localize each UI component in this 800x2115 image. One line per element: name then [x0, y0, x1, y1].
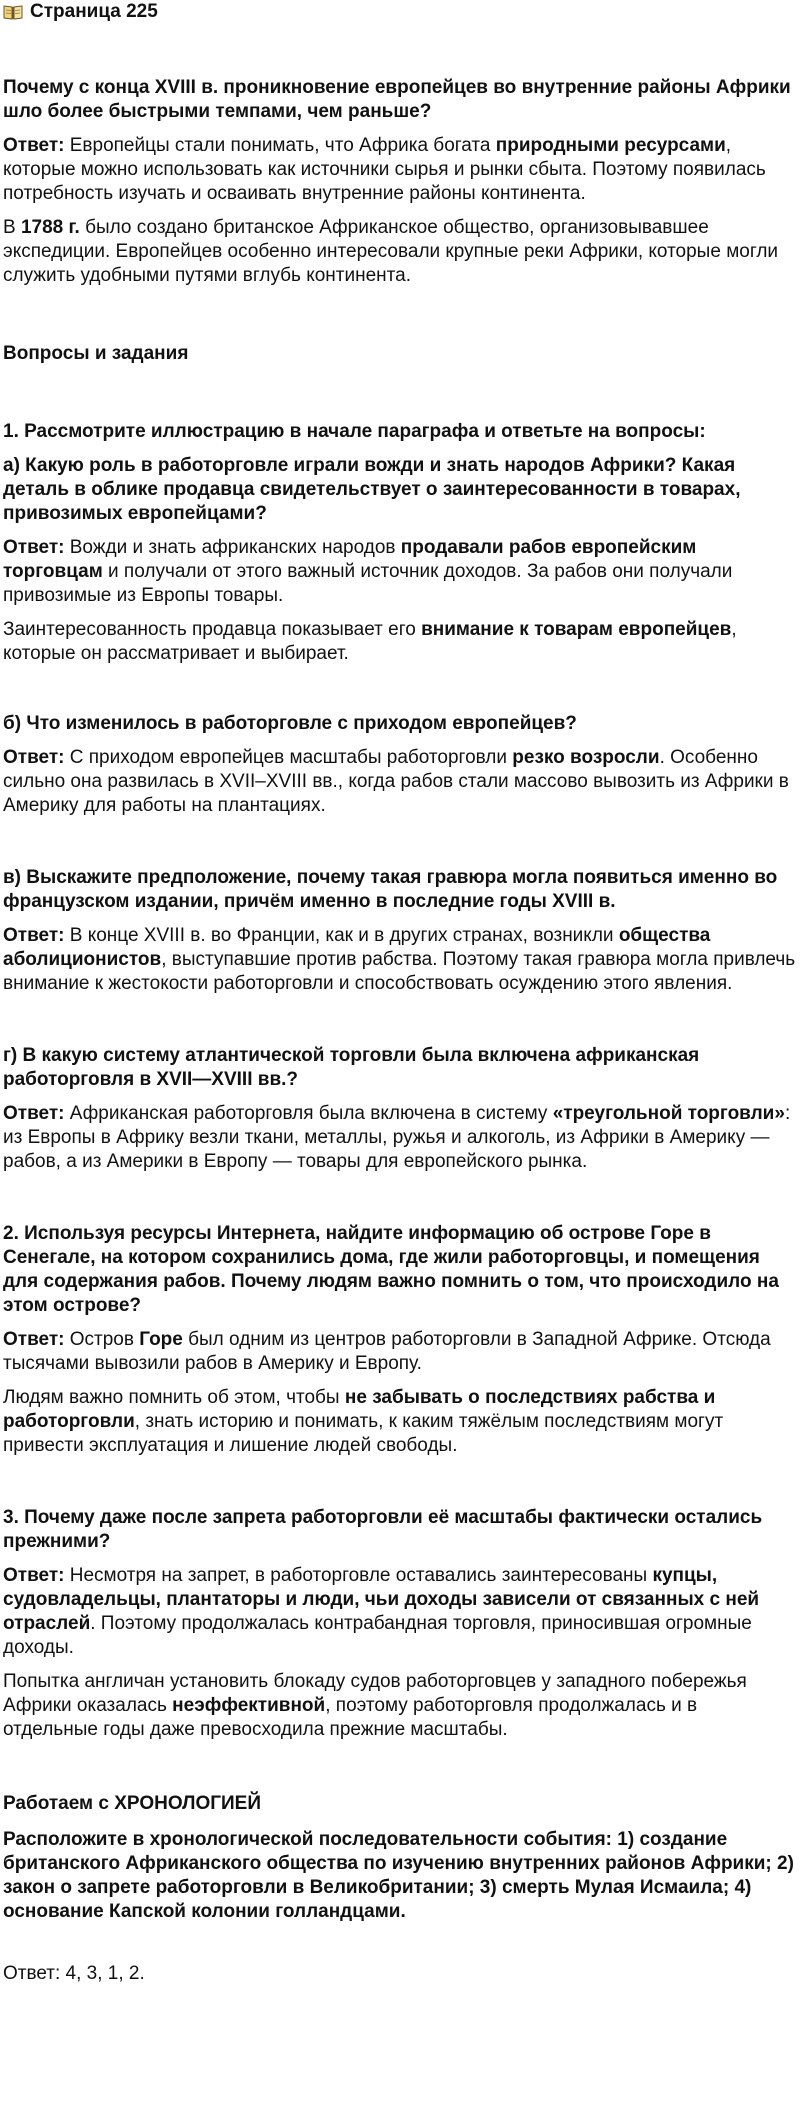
- open-book-icon: [3, 4, 23, 20]
- answer-label: Ответ:: [3, 135, 65, 156]
- answer-label: Ответ:: [3, 747, 65, 768]
- answer-text: В конце XVIII в. во Франции, как и в других странах, возникли: [64, 925, 619, 946]
- question-1c: в) Выскажите предположение, почему такая гравюра могла появиться именно во французском издании, причём именно в последние годы XVIII в.: [3, 867, 778, 912]
- answer-text: , поэтому работорговля продолжалась и в отдельные годы даже превосходила прежние масштабы.: [3, 1695, 698, 1740]
- answer-text: , которые можно использовать как источники сырья и рынки сбыта. Поэтому появилась потребность изучать и осваивать внутренние районы континента.: [3, 135, 766, 204]
- question-1-title: 1. Рассмотрите иллюстрацию в начале параграфа и ответьте на вопросы:: [3, 421, 706, 442]
- answer-highlight: внимание к товарам европейцев: [421, 619, 732, 640]
- answer-text: Остров: [64, 1329, 140, 1350]
- answer-highlight: «треугольной торговли»: [552, 1103, 785, 1124]
- answer-2-paragraph-2: [3, 1386, 796, 1458]
- answer-text: Людям важно помнить об этом, чтобы: [3, 1387, 345, 1408]
- answer-text: , знать историю и понимать, к каким тяжёлым последствиям могут привести эксплуатация и лишение людей свободы.: [3, 1411, 724, 1456]
- answer-1a-paragraph-2: [3, 618, 796, 666]
- question-1a: а) Какую роль в работорговле играли вожди и знать народов Африки? Какая деталь в облике продавца свидетельствует о заинтересованности в товарах, привозимых европейцами?: [3, 455, 741, 524]
- question-1d: г) В какую систему атлантической торговли была включена африканская работорговля в XVII—XVIII вв.?: [3, 1045, 700, 1090]
- answer-label: Ответ:: [3, 1329, 65, 1350]
- answer-highlight: продавали рабов европейским торговцам: [3, 537, 697, 582]
- answer-highlight: резко возросли: [512, 747, 660, 768]
- answer-highlight: неэффективной: [172, 1695, 326, 1716]
- question-2: 2. Используя ресурсы Интернета, найдите информацию об острове Горе в Сенегале, на котором сохранились дома, где жили работорговцы, и помещения для содержания рабов. Почему людям важно помнить о том, что происходило на этом острове?: [3, 1223, 779, 1316]
- answer-label: Ответ:: [3, 1565, 65, 1586]
- answer-text: С приходом европейцев масштабы работорговли: [64, 747, 513, 768]
- intro-question: Почему с конца XVIII в. проникновение европейцев во внутренние районы Африки шло более быстрыми темпами, чем раньше?: [3, 77, 791, 122]
- question-3: 3. Почему даже после запрета работорговли её масштабы фактически остались прежними?: [3, 1507, 763, 1552]
- answer-text: В: [3, 217, 21, 238]
- answer-3: [3, 1564, 796, 1660]
- answer-label: Ответ:: [3, 1103, 65, 1124]
- answer-text: Вожди и знать африканских народов: [64, 537, 401, 558]
- answer-text: Несмотря на запрет, в работорговле оставались заинтересованы: [64, 1565, 653, 1586]
- page-title: Страница 225: [30, 1, 158, 22]
- answer-highlight: общества аболиционистов: [3, 925, 711, 970]
- chronology-task: Расположите в хронологической последовательности события: 1) создание британского Африканского общества по изучению внутренних районов Африки; 2) закон о запрете работорговли в Великобритании; 3) смерть Мулая Исмаила; 4) основание Капской колонии голландцами.: [3, 1829, 794, 1922]
- answer-1a: [3, 536, 796, 608]
- answer-1c: [3, 924, 796, 996]
- answer-highlight: купцы, судовладельцы, плантаторы и люди, чьи доходы зависели от связанных с ней отраслей: [3, 1565, 760, 1634]
- answer-text: Попытка англичан установить блокаду судов работорговцев у западного побережья Африки оказалась: [3, 1671, 747, 1716]
- answer-highlight: природными ресурсами: [495, 135, 726, 156]
- answer-text: . Поэтому продолжалась контрабандная торговля, приносившая огромные доходы.: [3, 1613, 752, 1658]
- answer-text: и получали от этого важный источник доходов. За рабов они получали привозимые из Европы товары.: [3, 561, 733, 606]
- answer-text: , которые он рассматривает и выбирает.: [3, 619, 737, 664]
- section-title: Вопросы и задания: [3, 343, 189, 364]
- answer-highlight: Горе: [139, 1329, 183, 1350]
- answer-text: был одним из центров работорговли в Западной Африке. Отсюда тысячами вывозили рабов в Америку и Европу.: [3, 1329, 771, 1374]
- answer-text: . Особенно сильно она развилась в XVII–XVIII вв., когда рабов стали массово вывозить из Африки в Америку для работы на плантациях.: [3, 747, 789, 816]
- question-1b: б) Что изменилось в работорговле с приходом европейцев?: [3, 713, 577, 734]
- answer-highlight: 1788 г.: [20, 217, 80, 238]
- answer-text: Европейцы стали понимать, что Африка богата: [64, 135, 496, 156]
- chronology-answer: Ответ: 4, 3, 1, 2.: [3, 1963, 145, 1984]
- answer-text: : из Европы в Африку везли ткани, металлы, ружья и алкоголь, из Африки в Америку — рабов, а из Америки в Европу — товары для европейского рынка.: [3, 1103, 791, 1172]
- answer-1b: [3, 746, 796, 818]
- answer-text: Заинтересованность продавца показывает его: [3, 619, 422, 640]
- answer-2: [3, 1328, 796, 1376]
- intro-answer-paragraph-2: [3, 216, 796, 288]
- answer-text: Африканская работорговля была включена в систему: [64, 1103, 553, 1124]
- answer-label: Ответ:: [3, 537, 65, 558]
- page-header: [3, 0, 796, 24]
- intro-answer: [3, 134, 796, 206]
- chronology-title: Работаем с ХРОНОЛОГИЕЙ: [3, 1793, 261, 1814]
- answer-1d: [3, 1102, 796, 1174]
- answer-text: , выступавшие против рабства. Поэтому такая гравюра могла привлечь внимание к жестокости работорговли и способствовать осуждению этого явления.: [3, 949, 796, 994]
- answer-label: Ответ:: [3, 925, 65, 946]
- answer-text: было создано британское Африканское общество, организовывавшее экспедиции. Европейцев особенно интересовали крупные реки Африки, которые могли служить удобными путями вглубь континента.: [3, 217, 779, 286]
- answer-3-paragraph-2: [3, 1670, 796, 1742]
- answer-highlight: не забывать о последствиях рабства и работорговли: [3, 1387, 716, 1432]
